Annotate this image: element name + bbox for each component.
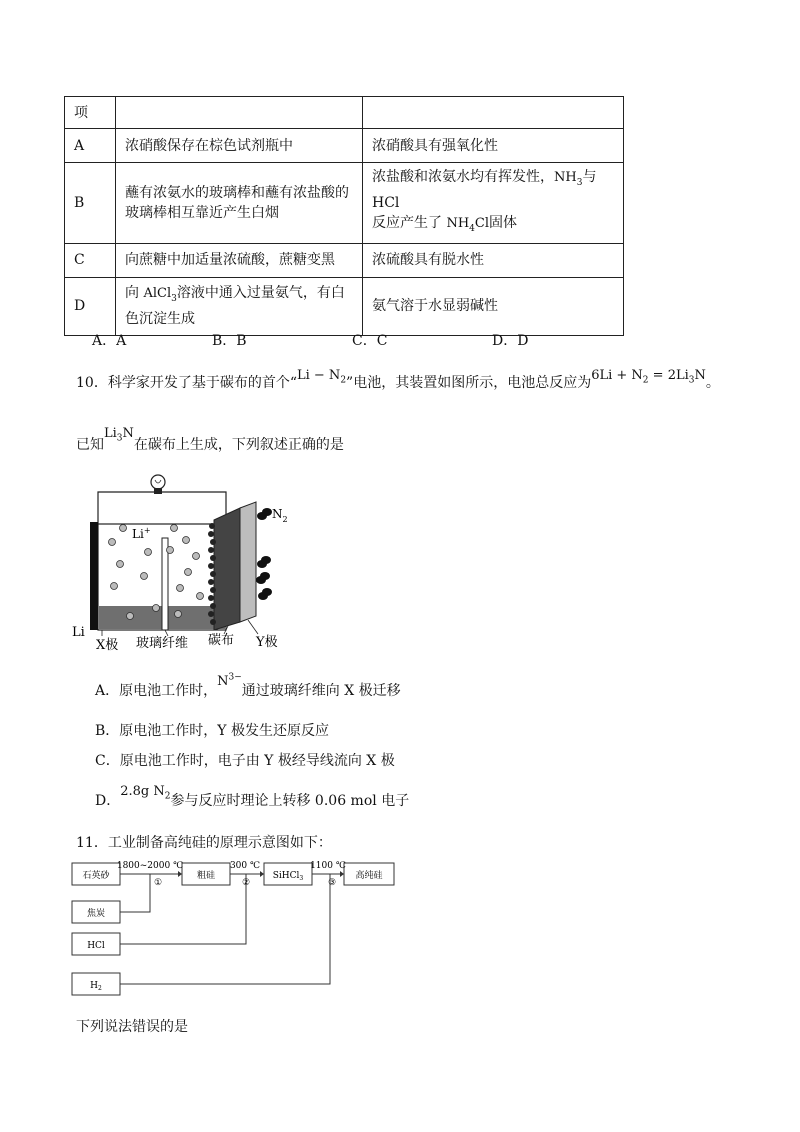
row-explanation <box>363 163 624 244</box>
q10-option-b[interactable]: B．原电池工作时，Y 极发生还原反应 <box>95 723 329 739</box>
q10-stem <box>76 368 720 394</box>
q10-stem-line2 <box>76 426 344 456</box>
table-row <box>65 243 624 277</box>
cell-text: 蘸有浓氨水的玻璃棒和蘸有浓盐酸的 <box>125 184 349 201</box>
cell-text: 与 HCl <box>372 169 597 211</box>
nitrogen-molecules <box>256 508 272 600</box>
pure-silicon-label: 高纯硅 <box>355 871 383 881</box>
row-label: A <box>65 129 116 163</box>
formula-text: N <box>217 674 229 689</box>
formula-text: N <box>122 426 134 441</box>
cell-text: 玻璃棒相互靠近产生白烟 <box>125 204 279 221</box>
cell-text: 固体 <box>489 214 518 231</box>
subscript: 3 <box>688 375 695 386</box>
q10-option-c[interactable]: C．原电池工作时，电子由 Y 极经导线流向 X 极 <box>95 753 395 769</box>
formula-text: 6Li + N <box>591 368 643 383</box>
table-row <box>65 129 624 163</box>
sihcl3-label: SiHCl$_3$ <box>272 871 304 882</box>
row-explanation: 浓硝酸具有强氧化性 <box>363 129 624 163</box>
cell-text: 浓盐酸和浓氨水均有挥发性， <box>372 169 554 185</box>
silicon-flow-diagram <box>70 855 400 1000</box>
row-operation: 浓硝酸保存在棕色试剂瓶中 <box>116 129 363 163</box>
battery-diagram <box>68 468 308 658</box>
formula: AlCl <box>143 286 172 302</box>
header-cell: 项 <box>65 97 116 129</box>
formula-text: Li <box>104 426 117 441</box>
coke-label: 焦炭 <box>86 909 106 919</box>
q9-option-d[interactable]: D．D <box>492 333 529 349</box>
subscript: 3 <box>576 177 583 188</box>
formula <box>104 426 134 444</box>
q10-option-d[interactable] <box>95 784 410 812</box>
x-electrode <box>90 522 98 630</box>
formula-text: Li − N <box>296 368 341 383</box>
wire <box>98 492 226 524</box>
table-row <box>65 163 624 244</box>
q11-stem: 11．工业制备高纯硅的原理示意图如下： <box>76 835 332 851</box>
option-text: D． <box>95 793 121 809</box>
step-3: ③ <box>327 878 337 888</box>
formula <box>120 784 171 802</box>
header-cell <box>363 97 624 129</box>
q9-option-a[interactable]: A．A <box>92 333 127 349</box>
q11-question: 下列说法错误的是 <box>76 1019 188 1035</box>
y-electrode-label: Y极 <box>256 635 278 650</box>
row-operation <box>116 163 363 244</box>
cell-text: 色沉淀生成 <box>125 310 195 327</box>
cell-text: 反应产生了 <box>372 214 447 231</box>
row-explanation: 浓硫酸具有脱水性 <box>363 243 624 277</box>
table-header-row <box>65 97 624 129</box>
condition-1: 1800~2000 ℃ <box>116 861 184 871</box>
formula-text: = 2Li <box>648 368 689 383</box>
crude-silicon-label: 粗硅 <box>196 871 216 881</box>
formula-text: N <box>694 368 706 383</box>
cell-text: 向 <box>125 285 144 302</box>
h2-label: $H_2$ <box>90 981 102 992</box>
q9-option-c[interactable]: C．C <box>352 333 388 349</box>
table-row <box>65 277 624 335</box>
lithium-ions <box>109 525 204 620</box>
q10-option-a[interactable] <box>95 672 401 700</box>
stem-text: 10．科学家开发了基于碳布的首个“ <box>76 375 297 391</box>
step-1: ① <box>153 878 163 888</box>
x-electrode-label: X极 <box>96 638 119 653</box>
reaction-equation <box>591 368 706 386</box>
hcl-label: HCl <box>87 941 105 951</box>
row-label: C <box>65 243 116 277</box>
formula: NH <box>554 170 577 185</box>
stem-text: 。 <box>705 375 720 391</box>
step-2: ② <box>241 878 251 888</box>
subscript: 3 <box>171 293 177 304</box>
glass-fiber-label: 玻璃纤维 <box>136 636 189 651</box>
answer-table <box>64 96 624 336</box>
row-operation <box>116 277 363 335</box>
subscript: 2 <box>340 375 347 386</box>
y-electrode <box>240 502 256 622</box>
formula: NH <box>446 215 470 231</box>
li-ion-label: Li+ <box>132 526 151 541</box>
row-operation: 向蔗糖中加适量浓硫酸，蔗糖变黑 <box>116 243 363 277</box>
carbon-cloth <box>214 508 240 630</box>
q9-option-b[interactable]: B．B <box>212 333 247 349</box>
subscript: 4 <box>469 223 475 234</box>
subscript: 3 <box>116 433 123 444</box>
option-text: 通过玻璃纤维向 X 极迁移 <box>241 683 401 699</box>
cell-text: 溶液中通入过量氨气，有白 <box>176 285 345 302</box>
condition-2: 300 ℃ <box>229 861 261 871</box>
row-label: D <box>65 277 116 335</box>
li-electrode-label: Li <box>72 625 85 640</box>
formula <box>217 674 242 689</box>
stem-text: 在碳布上生成，下列叙述正确的是 <box>133 437 344 453</box>
quartz-sand-label: 石英砂 <box>82 871 110 881</box>
formula: Cl <box>474 215 490 231</box>
formula-text: 2.8g N <box>120 784 165 799</box>
stem-text: ”电池，其装置如图所示，电池总反应为 <box>346 375 592 391</box>
bulb-icon <box>151 475 165 494</box>
superscript: 3− <box>228 672 242 683</box>
subscript: 2 <box>164 791 171 802</box>
stem-text: 已知 <box>76 437 104 453</box>
condition-3: 1100 ℃ <box>310 861 346 871</box>
option-text: A．原电池工作时， <box>95 683 218 699</box>
option-text: 参与反应时理论上转移 0.06 mol 电子 <box>170 793 410 809</box>
n2-label: $N_2$ <box>272 507 288 524</box>
row-explanation: 氨气溶于水显弱碱性 <box>363 277 624 335</box>
formula <box>296 368 347 386</box>
subscript: 2 <box>642 375 649 386</box>
row-label: B <box>65 163 116 244</box>
header-cell <box>116 97 363 129</box>
carbon-cloth-label: 碳布 <box>208 633 235 648</box>
